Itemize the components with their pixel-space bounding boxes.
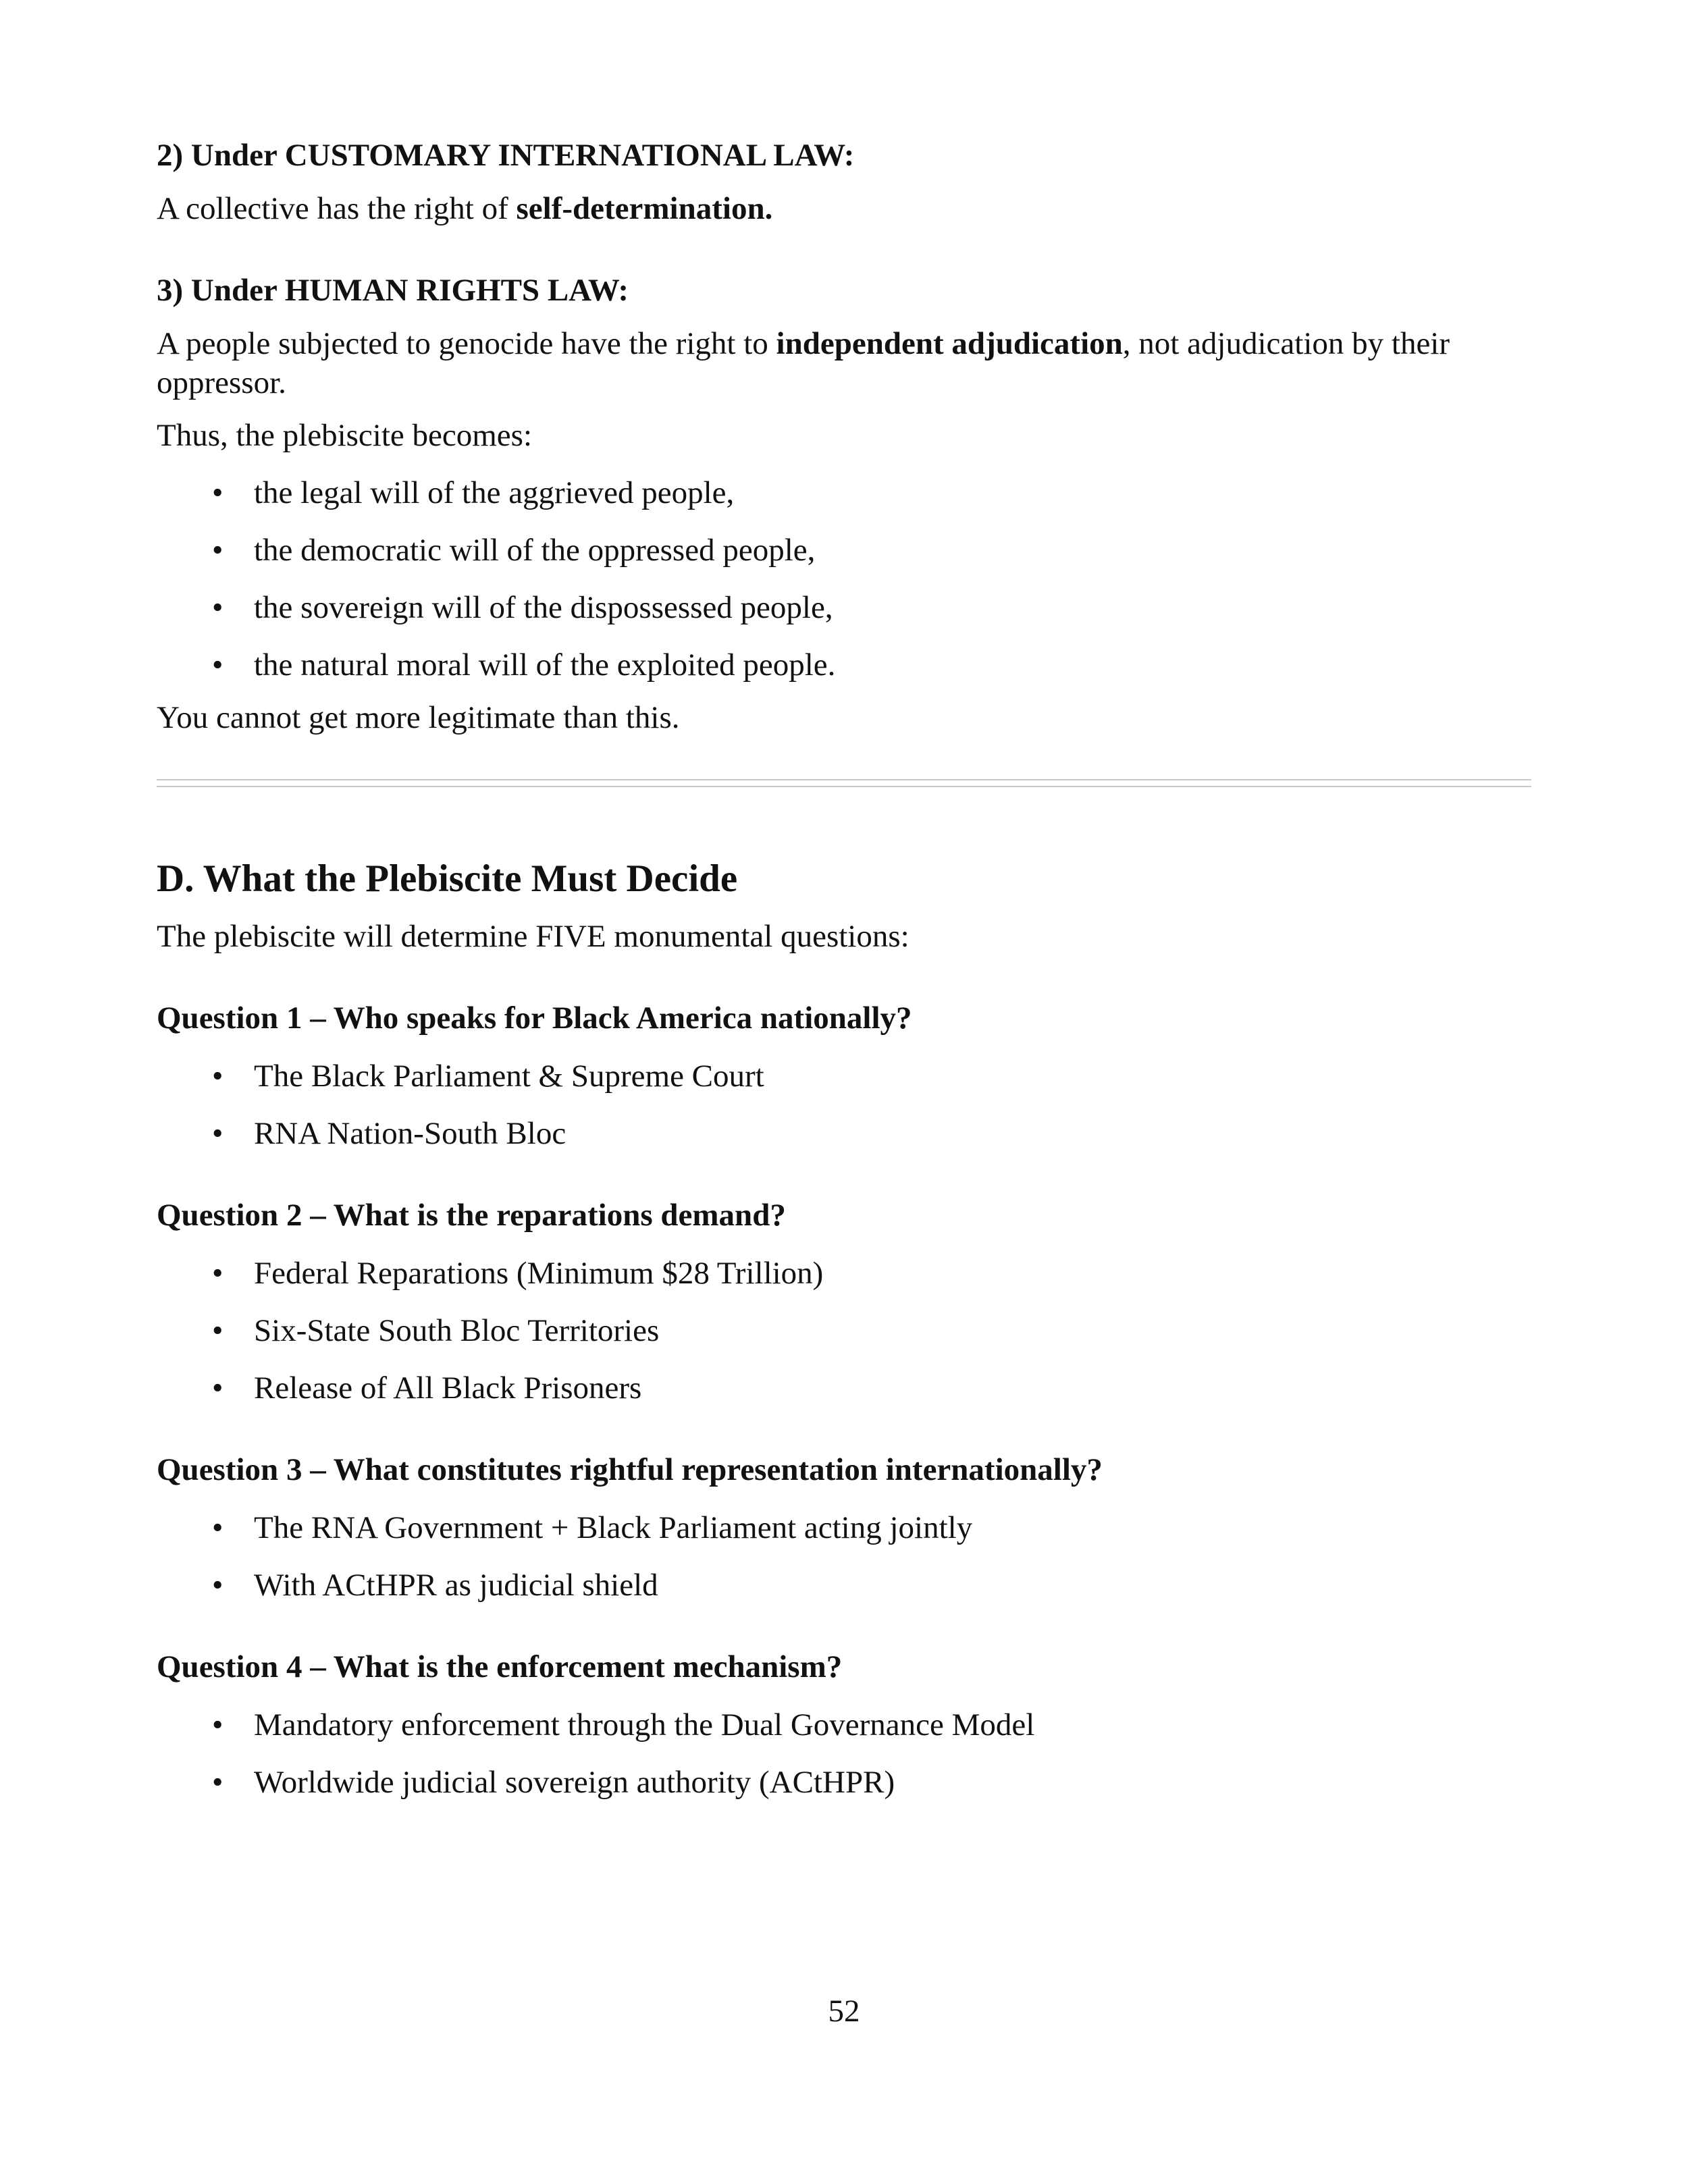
question-4-options xyxy=(157,1705,1531,1802)
list-item: • Release of All Black Prisoners xyxy=(157,1368,1531,1408)
list-item: • the democratic will of the oppressed people, xyxy=(157,531,1531,570)
bullet-icon: • xyxy=(212,1707,223,1742)
legitimacy-conclusion: You cannot get more legitimate than this. xyxy=(157,700,680,735)
list-item: • The RNA Government + Black Parliament acting jointly xyxy=(157,1508,1531,1547)
bullet-icon: • xyxy=(212,1059,223,1094)
bullet-icon: • xyxy=(212,1116,223,1151)
section-divider xyxy=(157,779,1531,787)
section-d-title: D. What the Plebiscite Must Decide xyxy=(157,857,738,900)
question-1-heading: Question 1 – Who speaks for Black America nationally? xyxy=(157,1001,912,1036)
plebiscite-becomes-intro: Thus, the plebiscite becomes: xyxy=(157,418,533,453)
list-item: • Federal Reparations (Minimum $28 Trillion) xyxy=(157,1254,1531,1293)
question-2-options xyxy=(157,1254,1531,1408)
question-3-heading: Question 3 – What constitutes rightful representation internationally? xyxy=(157,1452,1103,1487)
customary-law-heading: 2) Under CUSTOMARY INTERNATIONAL LAW: xyxy=(157,138,855,173)
question-3-options xyxy=(157,1508,1531,1605)
bullet-icon: • xyxy=(212,1765,223,1800)
bullet-icon: • xyxy=(212,1256,223,1291)
human-rights-law-text: A people subjected to genocide have the right to independent adjudication, not adjudication by their oppressor. xyxy=(157,326,1450,400)
question-4-heading: Question 4 – What is the enforcement mechanism? xyxy=(157,1649,843,1684)
list-item: • the natural moral will of the exploited people. xyxy=(157,645,1531,685)
question-1-options xyxy=(157,1057,1531,1153)
customary-law-text: A collective has the right of self-determination. xyxy=(157,191,773,226)
list-item: • The Black Parliament & Supreme Court xyxy=(157,1057,1531,1096)
bullet-icon: • xyxy=(212,475,223,510)
bullet-icon: • xyxy=(212,1510,223,1545)
bullet-icon: • xyxy=(212,533,223,568)
plebiscite-will-list xyxy=(157,473,1531,685)
human-rights-law-heading: 3) Under HUMAN RIGHTS LAW: xyxy=(157,273,629,308)
list-item: • Worldwide judicial sovereign authority (ACtHPR) xyxy=(157,1763,1531,1802)
self-determination-term: self-determination. xyxy=(516,191,773,226)
bullet-icon: • xyxy=(212,647,223,683)
page-number: 52 xyxy=(828,1994,860,2029)
list-item: • With ACtHPR as judicial shield xyxy=(157,1566,1531,1605)
question-2-heading: Question 2 – What is the reparations demand? xyxy=(157,1198,786,1233)
bullet-icon: • xyxy=(212,1568,223,1603)
list-item: • Mandatory enforcement through the Dual Governance Model xyxy=(157,1705,1531,1744)
list-item: • the legal will of the aggrieved people, xyxy=(157,473,1531,512)
independent-adjudication-term: independent adjudication xyxy=(776,326,1123,361)
bullet-icon: • xyxy=(212,1313,223,1348)
list-item: • Six-State South Bloc Territories xyxy=(157,1311,1531,1350)
bullet-icon: • xyxy=(212,590,223,625)
list-item: • RNA Nation-South Bloc xyxy=(157,1114,1531,1153)
document-page xyxy=(157,135,1531,1802)
section-d-intro: The plebiscite will determine FIVE monumental questions: xyxy=(157,919,909,954)
bullet-icon: • xyxy=(212,1370,223,1406)
list-item: • the sovereign will of the dispossessed people, xyxy=(157,588,1531,627)
